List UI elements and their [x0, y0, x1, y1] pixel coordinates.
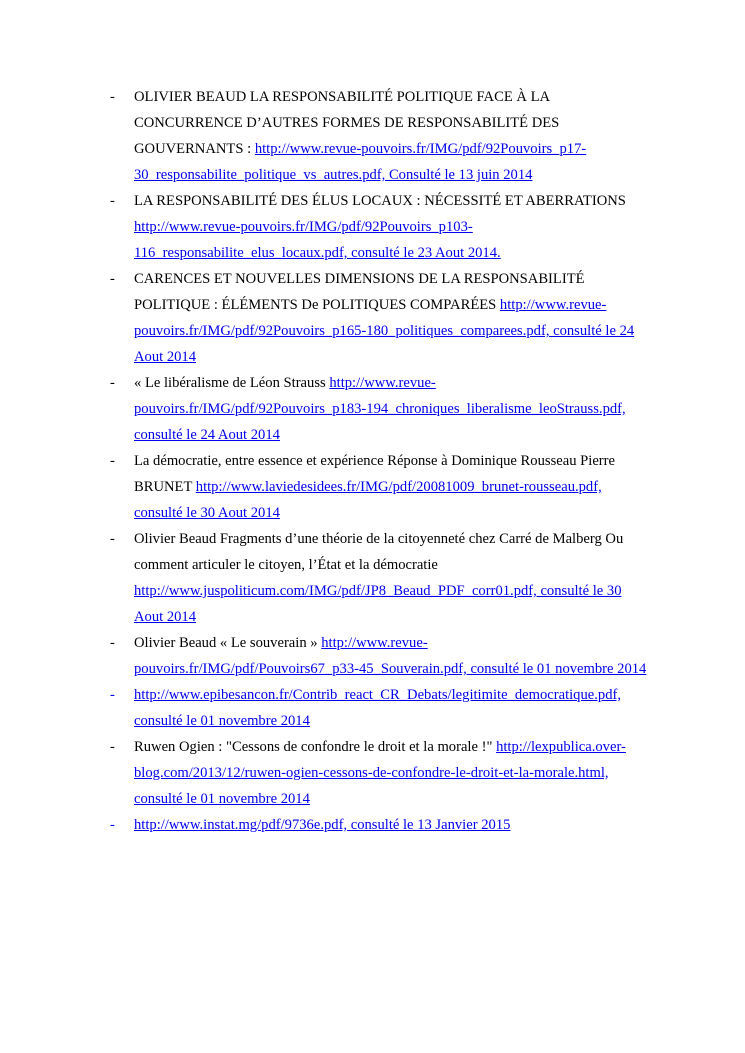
reference-link[interactable]: http://www.epibesancon.fr/Contrib_react_CR_Debats/legitimite_democratique.pdf, consulté le 01 novembre 2014 [134, 687, 622, 729]
reference-text: « Le libéralisme de Léon Strauss [134, 375, 330, 391]
list-bullet: - [110, 531, 115, 547]
reference-item-5 [110, 448, 650, 526]
list-bullet: - [110, 739, 115, 755]
reference-item-9 [110, 734, 650, 812]
reference-list [110, 84, 650, 838]
reference-item-8 [110, 682, 650, 734]
list-bullet: - [110, 89, 115, 105]
list-bullet: - [110, 271, 115, 287]
reference-link[interactable]: http://www.instat.mg/pdf/9736e.pdf, consulté le 13 Janvier 2015 [134, 817, 511, 833]
reference-link[interactable]: http://lexpublica.over-blog.com/2013/12/ruwen-ogien-cessons-de-confondre-le-droit-et-la-morale.html, consulté le 01 novembre 2014 [134, 739, 626, 807]
reference-link[interactable]: http://www.juspoliticum.com/IMG/pdf/JP8_Beaud_PDF_corr01.pdf, consulté le 30 Aout 2014 [134, 583, 622, 625]
reference-item-7 [110, 630, 650, 682]
list-bullet: - [110, 453, 115, 469]
reference-text: LA RESPONSABILITÉ DES ÉLUS LOCAUX : NÉCESSITÉ ET ABERRATIONS [134, 193, 626, 209]
reference-link[interactable]: http://www.revue-pouvoirs.fr/IMG/pdf/92Pouvoirs_p17-30_responsabilite_politique_vs_autres.pdf, Consulté le 13 juin 2014 [134, 141, 587, 183]
reference-text: CARENCES ET NOUVELLES DIMENSIONS DE LA RESPONSABILITÉ POLITIQUE : ÉLÉMENTS De POLITIQUES COMPARÉES [134, 271, 585, 313]
reference-text: Olivier Beaud « Le souverain » [134, 635, 322, 651]
list-bullet: - [110, 193, 115, 209]
reference-item-10 [110, 812, 650, 838]
reference-link[interactable]: http://www.revue-pouvoirs.fr/IMG/pdf/92Pouvoirs_p165-180_politiques_comparees.pdf, consulté le 24 Aout 2014 [134, 297, 635, 365]
list-bullet: - [110, 687, 115, 703]
reference-link[interactable]: http://www.revue-pouvoirs.fr/IMG/pdf/Pouvoirs67_p33-45_Souverain.pdf, consulté le 01 novembre 2014 [134, 635, 647, 677]
list-bullet: - [110, 817, 115, 833]
reference-link[interactable]: http://www.revue-pouvoirs.fr/IMG/pdf/92Pouvoirs_p103-116_responsabilite_elus_locaux.pdf, consulté le 23 Aout 2014. [134, 219, 501, 261]
reference-text: OLIVIER BEAUD LA RESPONSABILITÉ POLITIQUE FACE À LA CONCURRENCE D’AUTRES FORMES DE RESPONSABILITÉ DES GOUVERNANTS : [134, 89, 560, 157]
reference-item-1 [110, 84, 650, 188]
reference-item-3 [110, 266, 650, 370]
list-bullet: - [110, 375, 115, 391]
reference-link[interactable]: http://www.laviedesidees.fr/IMG/pdf/20081009_brunet-rousseau.pdf, consulté le 30 Aout 2014 [134, 479, 602, 521]
reference-text: Olivier Beaud Fragments d’une théorie de la citoyenneté chez Carré de Malberg Ou comment articuler le citoyen, l’État et la démocratie [134, 531, 624, 573]
reference-item-6 [110, 526, 650, 630]
reference-text: Ruwen Ogien : "Cessons de confondre le droit et la morale !" [134, 739, 497, 755]
reference-item-4 [110, 370, 650, 448]
reference-link[interactable]: http://www.revue-pouvoirs.fr/IMG/pdf/92Pouvoirs_p183-194_chroniques_liberalisme_leoStrauss.pdf, consulté le 24 Aout 2014 [134, 375, 626, 443]
reference-text: La démocratie, entre essence et expérience Réponse à Dominique Rousseau Pierre BRUNET [134, 453, 615, 495]
reference-item-2 [110, 188, 650, 266]
list-bullet: - [110, 635, 115, 651]
